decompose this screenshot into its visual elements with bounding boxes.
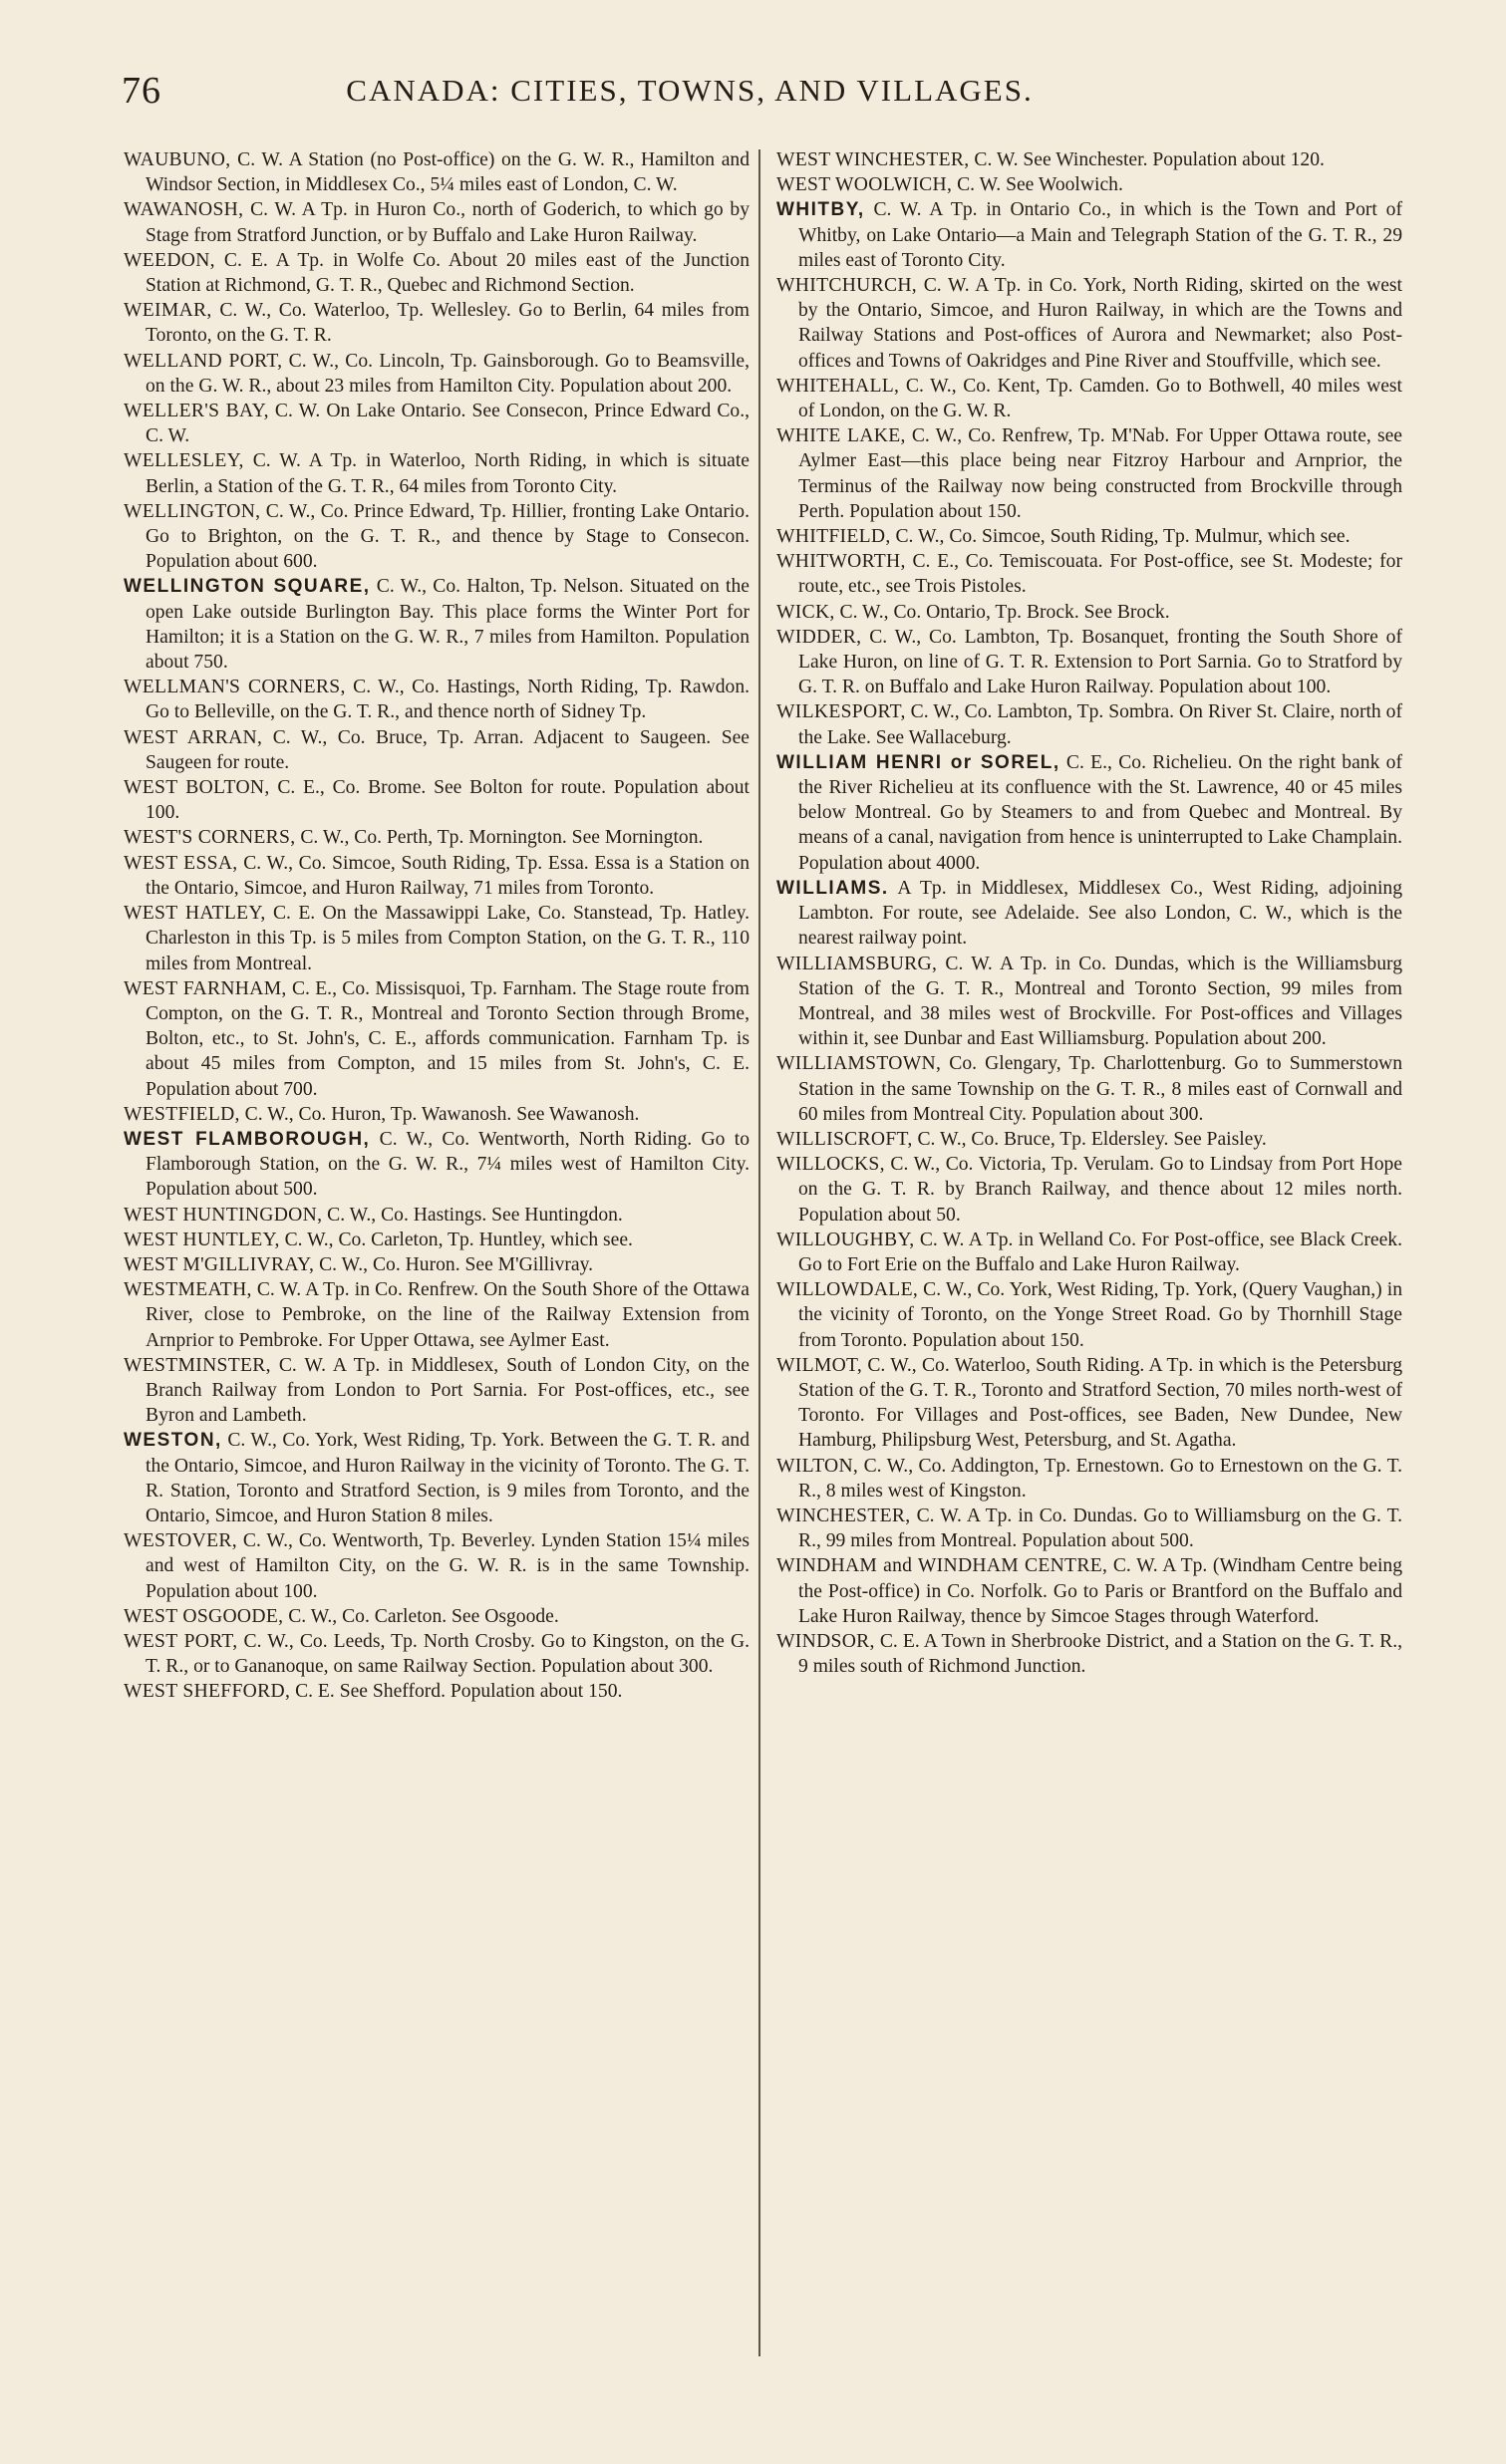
entry-headword: WESTOVER, <box>124 1530 237 1552</box>
gazetteer-entry <box>776 147 1402 172</box>
gazetteer-entry <box>124 851 750 901</box>
gazetteer-entry <box>776 1051 1402 1127</box>
entry-headword: WEST BOLTON, <box>124 777 270 799</box>
entry-text: C. W., Co. York, West Riding, Tp. York. Between the G. T. R. and the Ontario, Simcoe, and Huron Railway in the vicinity of Toronto. The G. T. R. Station, Toronto and Stratford Section, is 9 miles from Toronto, and the Ontario, Simcoe, and Huron Station 8 miles. <box>146 1430 751 1526</box>
entry-text: C. W., Co. Victoria, Tp. Verulam. Go to Lindsay from Port Hope on the G. T. R. by Branch Railway, and thence about 12 miles north. Population about 50. <box>798 1154 1402 1226</box>
entry-text: C. W. See Woolwich. <box>957 174 1123 196</box>
entry-headword: WINDSOR, <box>776 1630 875 1652</box>
entry-text: C. W. A Tp. in Co. Dundas, which is the Williamsburg Station of the G. T. R., Montreal and Toronto Section, 99 miles from Montreal, and 38 miles west of Brockville. For Post-offices and Villages within it, see Dunbar and East Williamsburg. Population about 200. <box>798 953 1402 1050</box>
entry-text: C. W. A Station (no Post-office) on the G. W. R., Hamilton and Windsor Section, in Middlesex Co., 5¼ miles east of London, C. W. <box>146 149 750 196</box>
entry-text: C. W., Co. Waterloo, South Riding. A Tp. in which is the Petersburg Station of the G. T. R., Toronto and Stratford Section, 70 miles north-west of Toronto. For Villages and Post-offices, see Baden, New Dundee, New Hamburg, Philipsburg West, Petersburg, and St. Agatha. <box>798 1354 1402 1452</box>
entry-headword: WILMOT, <box>776 1354 863 1376</box>
gazetteer-entry <box>776 1504 1402 1553</box>
gazetteer-entry <box>124 349 750 399</box>
entry-headword: WELLMAN'S CORNERS, <box>124 677 346 698</box>
gazetteer-entry <box>776 172 1402 197</box>
gazetteer-entry <box>124 1228 750 1252</box>
gazetteer-entry <box>124 147 750 197</box>
entry-headword: WEST WINCHESTER, <box>776 149 970 170</box>
entry-text: C. E., Co. Missisquoi, Tp. Farnham. The Stage route from Compton, on the G. T. R., Montreal and Toronto Section through Brome, Bolton, etc., to St. John's, C. E., affords communication. Farnham Tp. is about 45 miles from Compton, and 15 miles from St. John's, C. E. Population about 700. <box>146 977 750 1100</box>
gazetteer-entry <box>776 699 1402 749</box>
entry-headword: WILLIAMSTOWN, <box>776 1053 942 1075</box>
entry-headword: WEST M'GILLIVRAY, <box>124 1253 315 1275</box>
entry-text: C. E., Co. Brome. See Bolton for route. Population about 100. <box>146 777 750 824</box>
entry-text: C. E., Co. Temiscouata. For Post-office, see St. Modeste; for route, etc., see Trois Pistoles. <box>798 551 1402 598</box>
entry-text: C. W., Co. Perth, Tp. Mornington. See Mornington. <box>300 827 704 849</box>
entry-text: C. W., Co. Wentworth, Tp. Beverley. Lynden Station 15¼ miles and west of Hamilton City, on the G. W. R. is in the same Township. Population about 100. <box>146 1530 750 1602</box>
gazetteer-entry <box>124 1428 750 1528</box>
gazetteer-entry <box>124 248 750 298</box>
entry-headword: WEST'S CORNERS, <box>124 827 296 849</box>
gazetteer-entry <box>124 1252 750 1277</box>
gazetteer-entry <box>776 1553 1402 1629</box>
running-head-title: CANADA: CITIES, TOWNS, AND VILLAGES. <box>346 73 1034 108</box>
entry-headword: WEST WOOLWICH, <box>776 174 953 196</box>
entry-text: C. W., Co. Renfrew, Tp. M'Nab. For Upper Ottawa route, see Aylmer East—this place being near Fitzroy Harbour and Arnprior, the Terminus of the Railway now being constructed from Brockville through Perth. Population about 150. <box>798 425 1402 522</box>
entry-headword: WEST HATLEY, <box>124 903 266 925</box>
entry-headword: WESTFIELD, <box>124 1103 240 1125</box>
entry-headword: WEST HUNTINGDON, <box>124 1204 323 1226</box>
entry-text: C. W. A Tp. in Ontario Co., in which is the Town and Port of Whitby, on Lake Ontario—a Main and Telegraph Station of the G. T. R., 29 miles east of Toronto City. <box>798 199 1403 271</box>
gazetteer-entry <box>124 1629 750 1679</box>
gazetteer-entry <box>776 750 1402 876</box>
column-divider <box>758 149 760 2356</box>
entry-text: C. W., Co. Bruce, Tp. Eldersley. See Paisley. <box>917 1128 1267 1150</box>
gazetteer-entry <box>776 524 1402 549</box>
entry-text: C. W. A Tp. in Co. Dundas. Go to Williamsburg on the G. T. R., 99 miles from Montreal. Population about 500. <box>798 1505 1402 1552</box>
entry-headword: WHITBY, <box>776 199 865 221</box>
entry-headword: WILLOWDALE, <box>776 1279 919 1301</box>
entry-text: C. W., Co. Simcoe, South Riding, Tp. Mulmur, which see. <box>895 526 1351 548</box>
entry-text: C. W. A Tp. in Huron Co., north of Goderich, to which go by Stage from Stratford Junction, or by Buffalo and Lake Huron Railway. <box>146 199 750 246</box>
entry-text: C. W., Co. Simcoe, South Riding, Tp. Essa. Essa is a Station on the Ontario, Simcoe, and Huron Railway, 71 miles from Toronto. <box>146 852 750 899</box>
entry-text: C. W., Co. Ontario, Tp. Brock. See Brock. <box>839 601 1170 623</box>
gazetteer-entry <box>124 1528 750 1604</box>
entry-headword: WINCHESTER, <box>776 1505 911 1526</box>
gazetteer-entry <box>776 423 1402 524</box>
entry-text: C. W., Co. Carleton, Tp. Huntley, which see. <box>284 1229 633 1250</box>
entry-headword: WILLIAMSBURG, <box>776 953 938 974</box>
entry-text: C. W., Co. Halton, Tp. Nelson. Situated on the open Lake outside Burlington Bay. This place forms the Winter Port for Hamilton; it is a Station on the G. W. R., 7 miles from Hamilton. Population about 750. <box>146 576 750 674</box>
entry-text: C. E. A Town in Sherbrooke District, and a Station on the G. T. R., 9 miles south of Richmond Junction. <box>798 1630 1402 1678</box>
entry-headword: WESTMINSTER, <box>124 1354 271 1376</box>
entry-headword: WELLESLEY, <box>124 450 244 472</box>
entry-text: C. W. See Winchester. Population about 120. <box>974 149 1325 170</box>
entry-headword: WESTMEATH, <box>124 1279 252 1301</box>
entry-headword: WILLOCKS, <box>776 1154 885 1176</box>
entry-text: C. W., Co. Lincoln, Tp. Gainsborough. Go to Beamsville, on the G. W. R., about 23 miles from Hamilton City. Population about 200. <box>146 350 750 397</box>
entry-text: C. W. A Tp. in Co. Renfrew. On the South Shore of the Ottawa River, close to Pembroke, on the line of the Railway Extension from Arnprior to Pembroke. For Upper Ottawa, see Aylmer East. <box>146 1279 750 1351</box>
gazetteer-entry <box>124 1203 750 1228</box>
gazetteer-entry <box>124 298 750 348</box>
entry-text: C. W., Co. Prince Edward, Tp. Hillier, fronting Lake Ontario. Go to Brighton, on the G. T. R., and thence by Stage to Consecon. Population about 600. <box>146 500 750 573</box>
entry-headword: WEST ARRAN, <box>124 726 263 748</box>
entry-headword: WILTON, <box>776 1455 859 1477</box>
gazetteer-entry <box>124 1127 750 1203</box>
entry-text: C. E., Co. Richelieu. On the right bank of the River Richelieu at its confluence with the St. Lawrence, 40 or 45 miles below Montreal. Go by Steamers to and from Quebec and Montreal. By means of a canal, navigation from hence is uninterrupted to Lake Champlain. Population about 4000. <box>798 751 1402 874</box>
gazetteer-entry <box>776 1228 1402 1277</box>
gazetteer-entry <box>124 1353 750 1429</box>
gazetteer-entry <box>776 549 1402 599</box>
entry-headword: WHITEHALL, <box>776 375 900 397</box>
gazetteer-entry <box>124 976 750 1102</box>
entry-text: C. W. A Tp. in Co. York, North Riding, skirted on the west by the Ontario, Simcoe, and Huron Railway, in which are the Towns and Railway Stations and Post-offices of Aurora and Newmarket; also Post-offices and Towns of Oakridges and Pine River and Stouffville, which see. <box>798 275 1402 372</box>
entry-text: C. W., Co. Bruce, Tp. Arran. Adjacent to Saugeen. See Saugeen for route. <box>146 726 750 773</box>
gazetteer-entry <box>776 1629 1402 1679</box>
left-column <box>124 147 750 1705</box>
entry-headword: WELLINGTON SQUARE, <box>124 576 371 598</box>
entry-headword: WIDDER, <box>776 626 862 648</box>
entry-text: A Tp. in Middlesex, Middlesex Co., West Riding, adjoining Lambton. For route, see Adelaide. See also London, C. W., which is the nearest railway point. <box>798 877 1402 950</box>
entry-text: Co. Glengary, Tp. Charlottenburg. Go to Summerstown Station in the same Township on the G. T. R., 8 miles east of Cornwall and 60 miles from Montreal City. Population about 300. <box>798 1053 1403 1125</box>
gazetteer-entry <box>124 675 750 724</box>
entry-headword: WAUBUNO, <box>124 149 231 170</box>
entry-headword: WILLISCROFT, <box>776 1128 913 1150</box>
gazetteer-entry <box>124 448 750 498</box>
gazetteer-entry <box>776 1127 1402 1152</box>
entry-text: C. W., Co. York, West Riding, Tp. York, (Query Vaughan,) in the vicinity of Toronto, on the Yonge Street Road. Go by Thornhill Stage from Toronto. Population about 150. <box>798 1279 1403 1351</box>
entry-headword: WHITCHURCH, <box>776 275 917 297</box>
entry-text: C. W., Co. Waterloo, Tp. Wellesley. Go to Berlin, 64 miles from Toronto, on the G. T. R. <box>146 300 750 347</box>
entry-text: C. E. A Tp. in Wolfe Co. About 20 miles east of the Junction Station at Richmond, G. T. R., Quebec and Richmond Section. <box>146 249 750 297</box>
entry-text: C. W. On Lake Ontario. See Consecon, Prince Edward Co., C. W. <box>146 401 751 447</box>
entry-headword: WEST HUNTLEY, <box>124 1229 280 1250</box>
gazetteer-entry <box>124 1679 750 1704</box>
entry-headword: WILLIAMS. <box>776 877 889 899</box>
gazetteer-entry <box>124 499 750 575</box>
entry-headword: WEEDON, <box>124 249 215 271</box>
gazetteer-entry <box>124 197 750 247</box>
gazetteer-entry <box>776 1277 1402 1353</box>
entry-text: C. W., Co. Addington, Tp. Ernestown. Go to Ernestown on the G. T. R., 8 miles west of Kingston. <box>798 1455 1403 1502</box>
entry-headword: WHITWORTH, <box>776 551 906 573</box>
entry-text: C. E. See Shefford. Population about 150. <box>295 1681 623 1703</box>
entry-text: C. E. On the Massawippi Lake, Co. Stanstead, Tp. Hatley. Charleston in this Tp. is 5 miles from Compton Station, on the G. T. R., 110 miles from Montreal. <box>146 903 750 974</box>
gazetteer-entry <box>124 1604 750 1629</box>
gazetteer-entry <box>776 1152 1402 1228</box>
entry-text: C. W., Co. Wentworth, North Riding. Go to Flamborough Station, on the G. W. R., 7¼ miles west of Hamilton City. Population about 500. <box>146 1128 750 1201</box>
entry-headword: WICK, <box>776 601 835 623</box>
entry-text: C. W., Co. Hastings. See Huntingdon. <box>327 1204 623 1226</box>
entry-text: C. W., Co. Huron, Tp. Wawanosh. See Wawanosh. <box>244 1103 640 1125</box>
entry-headword: WAWANOSH, <box>124 199 244 221</box>
gazetteer-entry <box>124 1277 750 1353</box>
gazetteer-entry <box>776 876 1402 952</box>
entry-text: C. W. A Tp. in Middlesex, South of London City, on the Branch Railway from London to Port Sarnia. For Post-offices, etc., see Byron and Lambeth. <box>146 1354 750 1427</box>
entry-headword: WHITE LAKE, <box>776 425 906 447</box>
entry-text: C. W., Co. Hastings, North Riding, Tp. Rawdon. Go to Belleville, on the G. T. R., and thence north of Sidney Tp. <box>146 677 751 723</box>
right-column <box>776 147 1402 1679</box>
entry-text: C. W., Co. Lambton, Tp. Sombra. On River St. Claire, north of the Lake. See Wallaceburg. <box>798 701 1402 748</box>
entry-text: C. W., Co. Huron. See M'Gillivray. <box>319 1253 593 1275</box>
entry-headword: WILLIAM HENRI or SOREL, <box>776 751 1060 773</box>
gazetteer-entry <box>124 775 750 825</box>
entry-headword: WINDHAM and WINDHAM CENTRE, <box>776 1555 1108 1577</box>
gazetteer-entry <box>124 399 750 448</box>
entry-text: C. W. A Tp. (Windham Centre being the Post-office) in Co. Norfolk. Go to Paris or Brantford on the Buffalo and Lake Huron Railway, thence by Simcoe Stages through Waterford. <box>798 1555 1402 1627</box>
entry-text: C. W., Co. Carleton. See Osgoode. <box>288 1605 559 1627</box>
gazetteer-entry <box>776 197 1402 273</box>
gazetteer-entry <box>776 600 1402 625</box>
gazetteer-entry <box>124 574 750 675</box>
entry-headword: WELLINGTON, <box>124 500 261 522</box>
gazetteer-entry <box>776 273 1402 374</box>
entry-headword: WILLOUGHBY, <box>776 1229 915 1250</box>
entry-headword: WEST FLAMBOROUGH, <box>124 1128 371 1150</box>
page-header <box>122 66 1148 118</box>
gazetteer-entry <box>776 374 1402 423</box>
gazetteer-entry <box>124 825 750 850</box>
entry-text: C. W. A Tp. in Waterloo, North Riding, in which is situate Berlin, a Station of the G. T. R., 64 miles from Toronto City. <box>146 450 750 497</box>
entry-text: C. W. A Tp. in Welland Co. For Post-office, see Black Creek. Go to Fort Erie on the Buffalo and Lake Huron Railway. <box>798 1229 1402 1275</box>
entry-headword: WHITFIELD, <box>776 526 891 548</box>
gazetteer-entry <box>776 625 1402 700</box>
page-number: 76 <box>122 70 161 112</box>
entry-headword: WILKESPORT, <box>776 701 906 723</box>
gazetteer-entry <box>124 725 750 775</box>
gazetteer-entry <box>776 1454 1402 1504</box>
gazetteer-entry <box>776 952 1402 1052</box>
entry-headword: WEST PORT, <box>124 1630 238 1652</box>
entry-text: C. W., Co. Lambton, Tp. Bosanquet, fronting the South Shore of Lake Huron, on line of G. T. R. Extension to Port Sarnia. Go to Stratford by G. T. R. on Buffalo and Lake Huron Railway. Population about 100. <box>798 626 1402 698</box>
entry-text: C. W., Co. Leeds, Tp. North Crosby. Go to Kingston, on the G. T. R., or to Gananoque, on same Railway Section. Population about 300. <box>146 1630 750 1678</box>
gazetteer-entry <box>124 901 750 976</box>
entry-headword: WESTON, <box>124 1430 222 1452</box>
entry-headword: WELLAND PORT, <box>124 350 283 372</box>
entry-headword: WEST ESSA, <box>124 852 238 874</box>
entry-headword: WEST FARNHAM, <box>124 977 287 999</box>
entry-headword: WEST OSGOODE, <box>124 1605 284 1627</box>
entry-headword: WEIMAR, <box>124 300 212 322</box>
entry-text: C. W., Co. Kent, Tp. Camden. Go to Bothwell, 40 miles west of London, on the G. W. R. <box>798 375 1402 422</box>
gazetteer-entry <box>776 1353 1402 1454</box>
entry-headword: WELLER'S BAY, <box>124 401 269 422</box>
gazetteer-entry <box>124 1102 750 1127</box>
entry-headword: WEST SHEFFORD, <box>124 1681 291 1703</box>
